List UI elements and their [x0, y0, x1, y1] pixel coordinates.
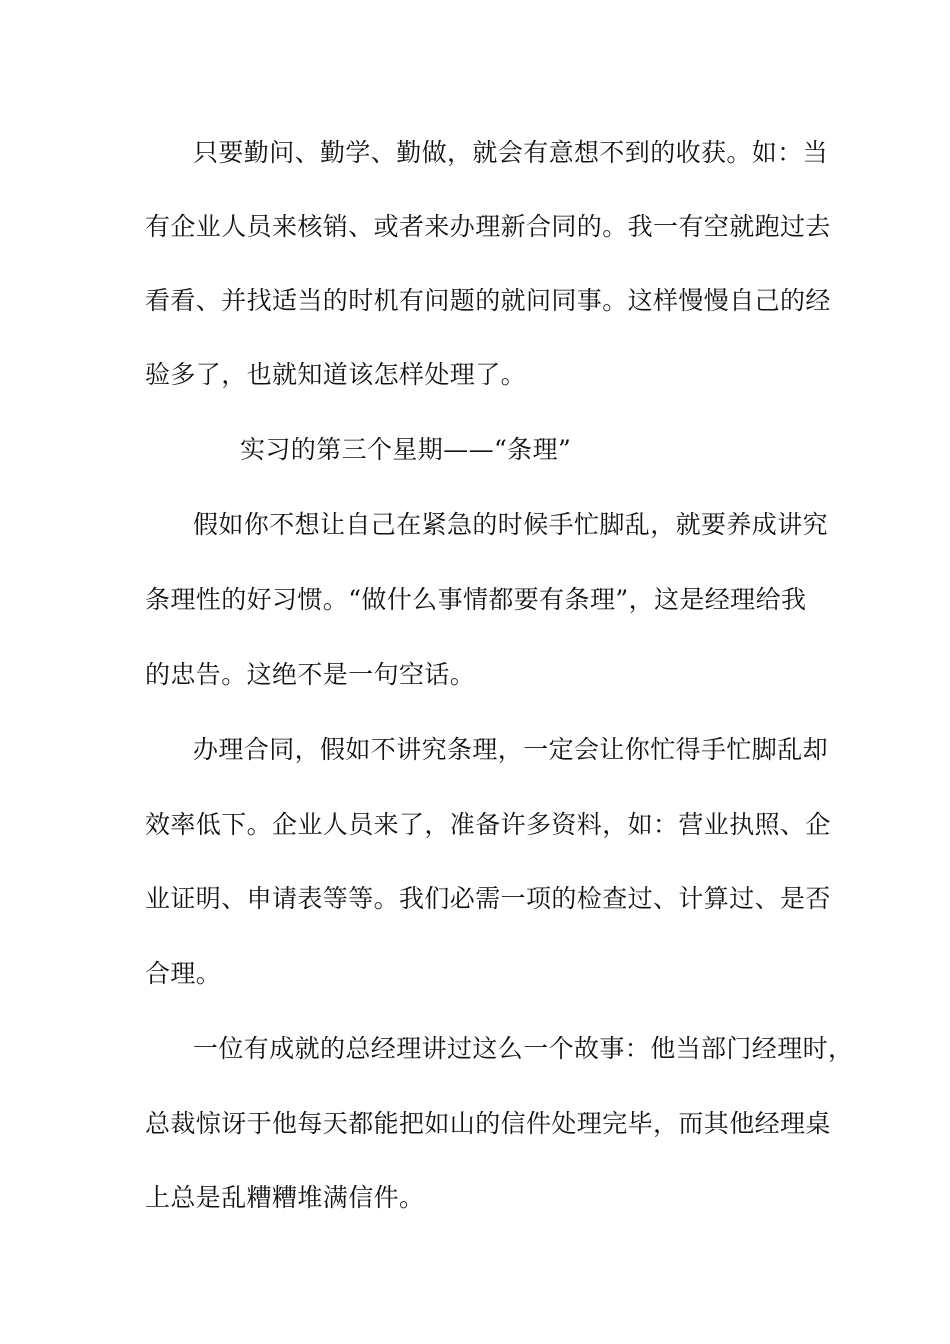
paragraph-3-line-4: 合理。 [145, 959, 222, 988]
paragraph-4-line-1: 一位有成就的总经理讲过这么一个故事：他当部门经理时， [193, 1034, 854, 1063]
paragraph-3-line-1: 办理合同，假如不讲究条理，一定会让你忙得手忙脚乱却 [193, 735, 829, 764]
paragraph-2-line-1: 假如你不想让自己在紧急的时候手忙脚乱，就要养成讲究 [193, 510, 829, 539]
paragraph-3-line-2: 效率低下。企业人员来了，准备许多资料，如：营业执照、企 [145, 810, 831, 839]
paragraph-2-line-3: 的忠告。这绝不是一句空话。 [145, 660, 476, 689]
paragraph-1-line-4: 验多了，也就知道该怎样处理了。 [145, 360, 527, 389]
paragraph-4-line-3: 上总是乱糟糟堆满信件。 [145, 1183, 425, 1212]
paragraph-2-line-2: 条理性的好习惯。“做什么事情都要有条理”，这是经理给我 [145, 585, 807, 614]
paragraph-4-line-2: 总裁惊讶于他每天都能把如山的信件处理完毕，而其他经理桌 [145, 1109, 831, 1138]
section-heading: 实习的第三个星期——“条理” [240, 435, 572, 464]
paragraph-3-line-3: 业证明、申请表等等。我们必需一项的检查过、计算过、是否 [145, 884, 831, 913]
paragraph-1-line-3: 看看、并找适当的时机有问题的就问同事。这样慢慢自己的经 [145, 286, 831, 315]
paragraph-1-line-1: 只要勤问、勤学、勤做，就会有意想不到的收获。如：当 [193, 138, 829, 167]
paragraph-1-line-2: 有企业人员来核销、或者来办理新合同的。我一有空就跑过去 [145, 212, 831, 241]
